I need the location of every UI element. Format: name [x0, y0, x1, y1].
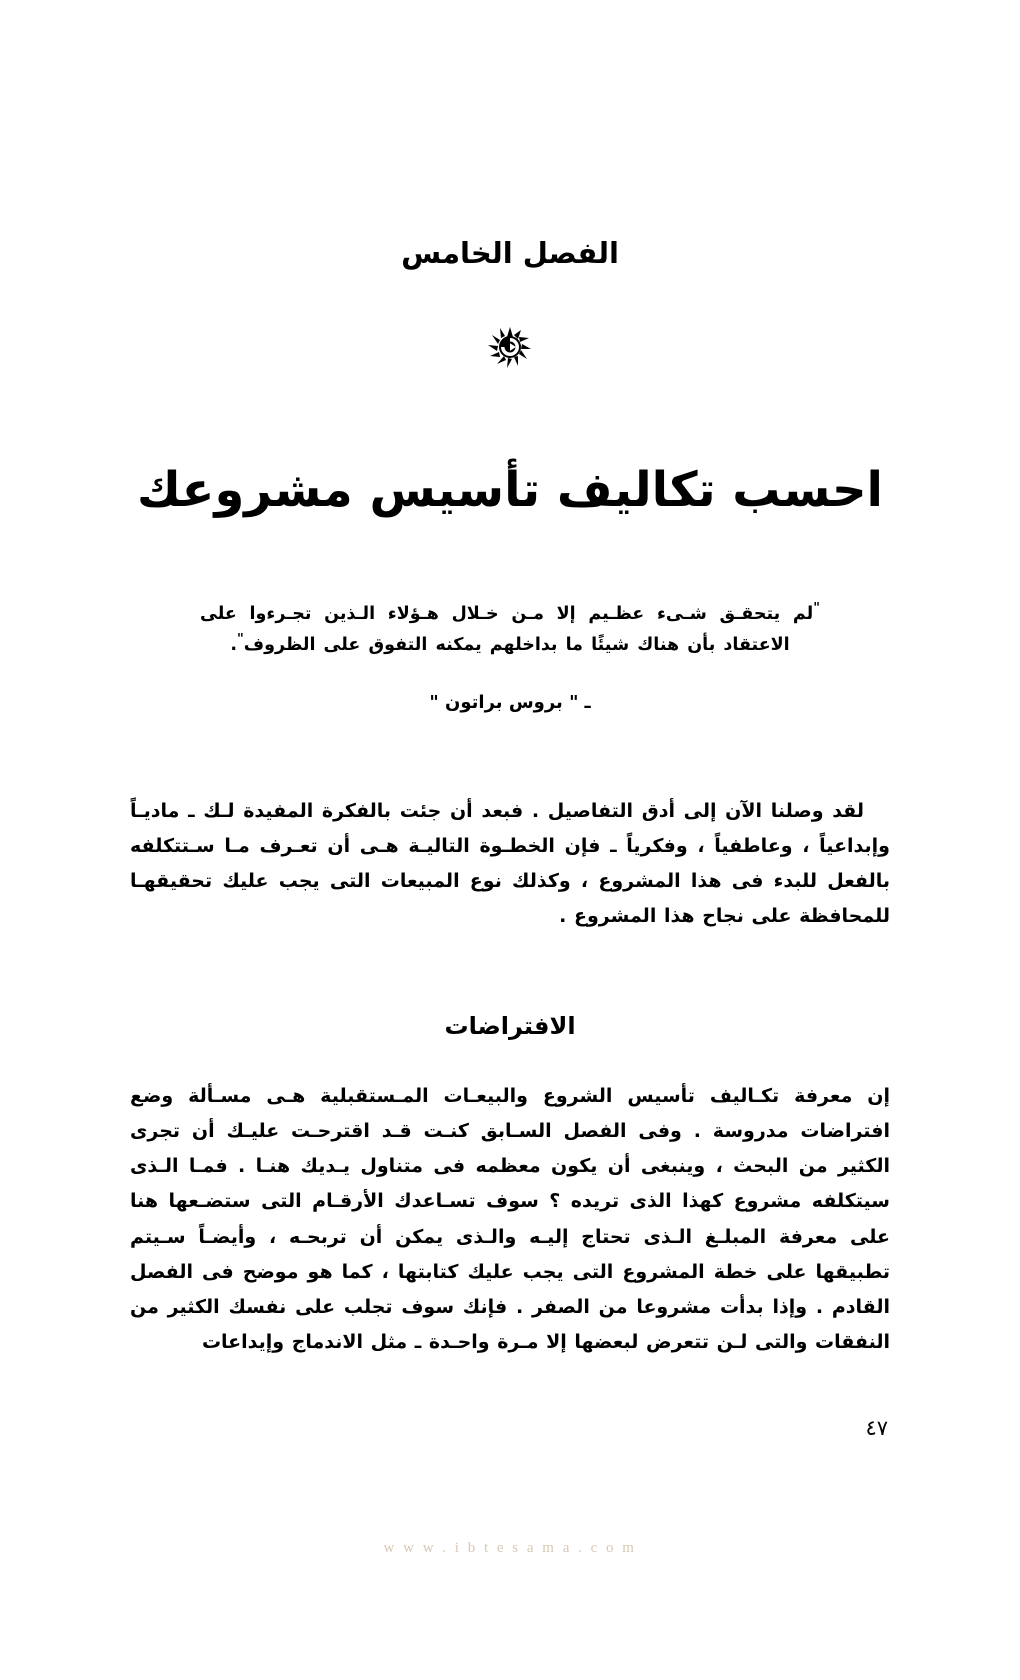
- epigraph-quote: [200, 598, 820, 660]
- attribution-dash: ـ: [584, 692, 591, 713]
- body-paragraph-1: لقد وصلنا الآن إلى أدق التفاصيل . فبعد أن جئت بالفكرة المفيدة لـك ـ ماديـاً وإبداعياً ، وعاطفياً ، وفكرياً ـ فإن الخطـوة التاليـة هـى أن تعـرف مـا سـتتكلفه بالفعل للبدء فى هذا المشروع ، وكذلك نوع المبيعات التى يجب عليك تحقيقهـا للمحافظة على نجاح هذا المشروع .: [130, 800, 890, 928]
- open-quote-mark: ": [813, 601, 820, 616]
- page-title: احسب تكاليف تأسيس مشروعك: [136, 462, 883, 519]
- page-number: ٤٧: [865, 1416, 888, 1440]
- epigraph-attribution: [200, 692, 820, 713]
- epigraph-text: لم يتحقـق شـىء عظـيم إلا مـن خـلال هـؤلاء الـذين تجـرءوا على الاعتقاد بأن هناك شيئًا ما بداخلهم يمكنه التفوق على الظروف: [200, 603, 814, 655]
- close-quote-mark: ": [236, 631, 244, 647]
- chapter-label: الفصل الخامس: [401, 236, 619, 270]
- body-paragraph-2: إن معرفة تكـاليف تأسيس الشروع والبيعـات المـستقبلية هـى مسـألة وضع افتراضات مدروسة . وفى الفصل السـابق كنـت قـد اقترحـت عليـك أن تجرى الكثير من البحث ، وينبغى أن يكون معظمه فى متناول يـديك هنـا . فمـا الـذى سيتكلفه مشروع كهذا الذى تريده ؟ سوف تسـاعدك الأرقـام التى ستضـعها هنا على معرفة المبلـغ الـذى تحتاج إليـه والـذى يمكن أن تربحـه ، وأيضـاً سـيتم تطبيقها على خطة المشروع التى يجب عليك كتابتها ، كما هو موضح فى الفصل القادم . وإذا بدأت مشروعا من الصفر . فإنك سوف تجلب على نفسك الكثير من النفقات والتى لـن تتعرض لبعضها إلا مـرة واحـدة ـ مثل الاندماج وإيداعات: [130, 1085, 890, 1353]
- site-watermark: w w w . i b t e s a m a . c o m: [383, 1540, 637, 1556]
- epigraph-period: .: [230, 634, 237, 655]
- sunburst-spiral-ornament: [0, 325, 1020, 375]
- section-heading-assumptions: الافتراضات: [444, 1011, 576, 1040]
- attribution-name: " بروس براتون ": [429, 692, 579, 713]
